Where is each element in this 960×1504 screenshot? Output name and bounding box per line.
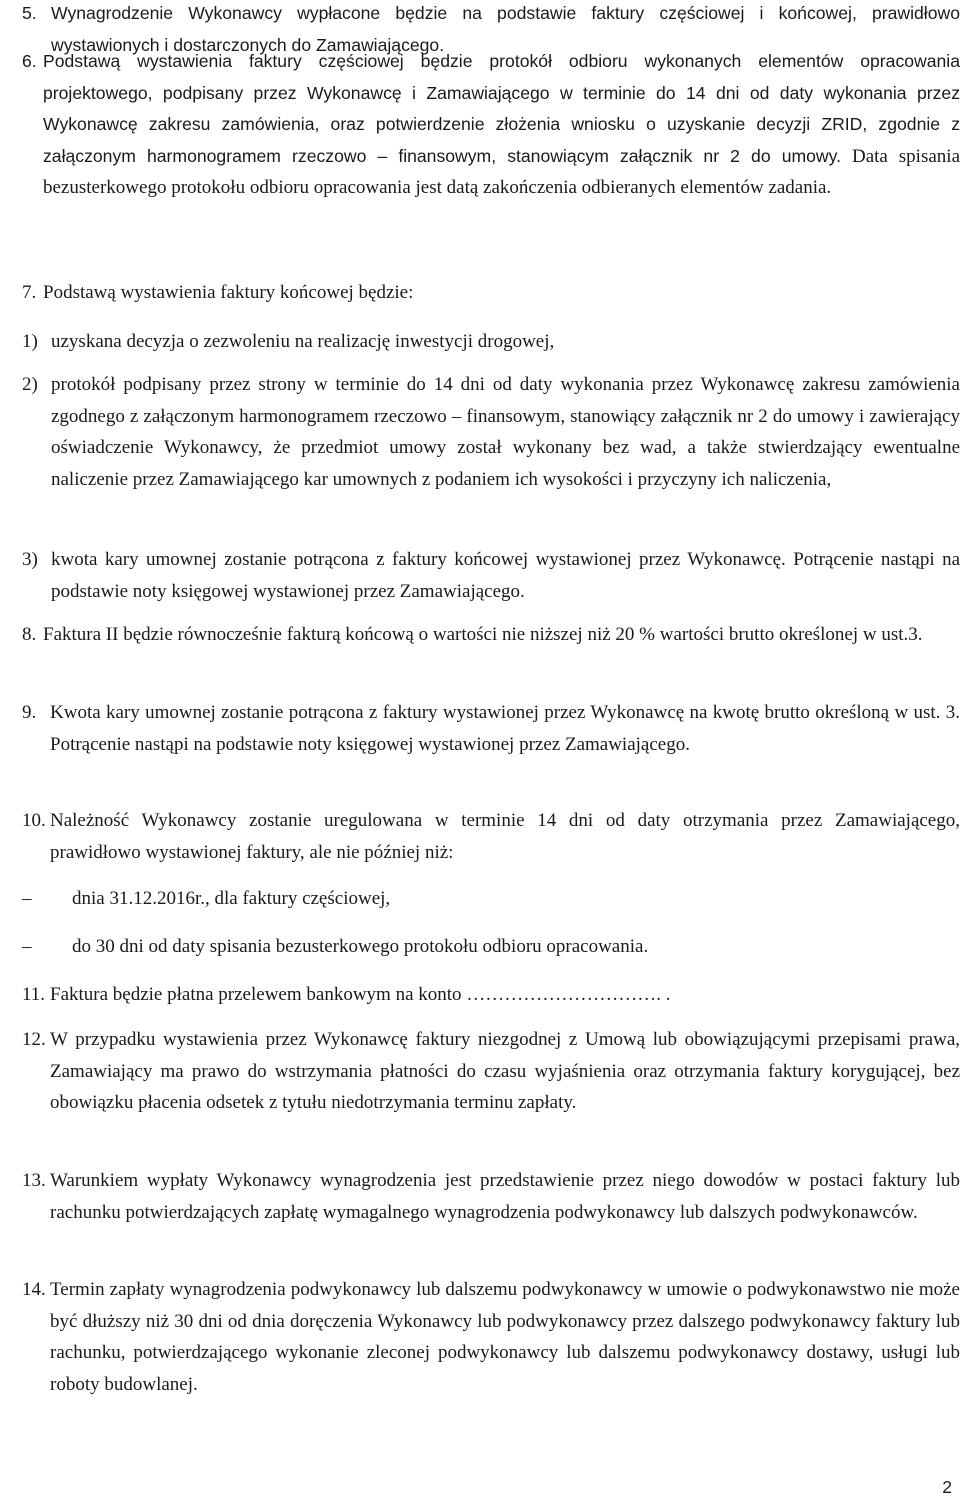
dash-marker: – [22, 936, 32, 957]
paragraph-number: 8. [22, 624, 37, 645]
subitem-number: 2) [22, 374, 38, 395]
paragraph-number: 5. [22, 3, 37, 23]
paragraph-number: 10. [22, 810, 46, 831]
paragraph-9 [22, 697, 960, 760]
paragraph-text: Kwota kary umownej zostanie potrącona z faktury wystawionej przez Wykonawcę na kwotę brutto określoną w ust. 3. Potrącenie nastąpi na podstawie noty księgowej wystawionej przez Zamawiającego. [50, 702, 960, 755]
subitem-number: 3) [22, 549, 38, 570]
paragraph-14 [22, 1274, 960, 1400]
subitem-text: kwota kary umownej zostanie potrącona z faktury końcowej wystawionej przez Wykonawcę. Potrącenie nastąpi na podstawie noty księgowej wystawionej przez Zamawiającego. [51, 549, 960, 602]
paragraph-number: 11. [22, 984, 46, 1005]
paragraph-text [43, 46, 960, 204]
paragraph-number: 7. [22, 282, 37, 303]
subitem-7-1 [22, 326, 960, 358]
paragraph-10 [22, 805, 960, 868]
subitem-text: uzyskana decyzja o zezwoleniu na realizację inwestycji drogowej, [51, 331, 555, 352]
paragraph-text: Termin zapłaty wynagrodzenia podwykonawcy lub dalszemu podwykonawcy w umowie o podwykonawstwo nie może być dłuższy niż 30 dni od dnia doręczenia Wykonawcy lub podwykonawcy przez dalszego podwykonawcy faktury lub rachunku, potwierdzającego wykonanie zleconej podwykonawcy lub dalszemu podwykonawcy dostawy, usługi lub roboty budowlanej. [50, 1279, 960, 1395]
paragraph-text: Faktura II będzie równocześnie fakturą końcową o wartości nie niższej niż 20 % wartości brutto określonej w ust.3. [43, 624, 923, 645]
paragraph-12 [22, 1024, 960, 1119]
dash-item-10-1 [22, 883, 960, 915]
paragraph-number: 6. [22, 51, 37, 71]
paragraph-number: 12. [22, 1029, 46, 1050]
paragraph-text: Warunkiem wypłaty Wykonawcy wynagrodzenia jest przedstawienie przez niego dowodów w postaci faktury lub rachunku potwierdzających zapłatę wymagalnego wynagrodzenia podwykonawcy lub dalszych podwykonawców. [50, 1170, 960, 1223]
paragraph-text: W przypadku wystawienia przez Wykonawcę faktury niezgodnej z Umową lub obowiązującymi przepisami prawa, Zamawiający ma prawo do wstrzymania płatności do czasu wyjaśnienia oraz otrzymania faktury korygującej, bez obowiązku płacenia odsetek z tytułu niedotrzymania terminu zapłaty. [50, 1029, 960, 1113]
paragraph-6 [22, 46, 960, 204]
page-number: 2 [942, 1477, 952, 1497]
dash-text: dnia 31.12.2016r., dla faktury częściowej, [72, 888, 391, 909]
paragraph-number: 14. [22, 1279, 46, 1300]
paragraph-number: 13. [22, 1170, 46, 1191]
subitem-7-3 [22, 544, 960, 607]
paragraph-13 [22, 1165, 960, 1228]
paragraph-7 [22, 277, 960, 309]
paragraph-text: Wynagrodzenie Wykonawcy wypłacone będzie na podstawie faktury częściowej i końcowej, prawidłowo wystawionych i dostarczonych do Zamawiającego. [51, 3, 960, 55]
dash-marker: – [22, 888, 32, 909]
paragraph-text: Podstawą wystawienia faktury końcowej będzie: [43, 282, 414, 303]
dash-text: do 30 dni od daty spisania bezusterkowego protokołu odbioru opracowania. [72, 936, 649, 957]
paragraph-text-part-a: Podstawą wystawienia faktury częściowej będzie protokół odbioru wykonanych elementów opracowania projektowego, podpisany przez Wykonawcę i Zamawiającego w terminie do 14 dni od daty wykonania przez Wykonawcę zakresu zamówienia, oraz potwierdzenie złożenia wniosku o uzyskanie decyzji ZRID, zgodnie z załączonym harmonogramem rzeczowo – finansowym, stanowiącym załącznik nr 2 do umowy. [43, 51, 960, 166]
paragraph-text-part-b: Data spisania bezusterkowego protokołu odbioru opracowania jest datą zakończenia odbieranych elementów zadania. [43, 145, 960, 198]
subitem-number: 1) [22, 331, 38, 352]
subitem-7-2 [22, 369, 960, 495]
paragraph-text: Należność Wykonawcy zostanie uregulowana w terminie 14 dni od daty otrzymania przez Zamawiającego, prawidłowo wystawionej faktury, ale nie później niż: [50, 810, 960, 863]
paragraph-11 [22, 979, 960, 1011]
paragraph-text: Faktura będzie płatna przelewem bankowym na konto …………………………. . [50, 984, 671, 1005]
dash-item-10-2 [22, 931, 960, 963]
subitem-text: protokół podpisany przez strony w terminie do 14 dni od daty wykonania przez Wykonawcę zakresu zamówienia zgodnego z załączonym harmonogramem rzeczowo – finansowym, stanowiący załącznik nr 2 do umowy i zawierający oświadczenie Wykonawcy, że przedmiot umowy został wykonany bez wad, a także stwierdzający ewentualne naliczenie przez Zamawiającego kar umownych z podaniem ich wysokości i przyczyny ich naliczenia, [51, 374, 960, 490]
paragraph-number: 9. [22, 702, 37, 723]
paragraph-8 [22, 619, 960, 651]
